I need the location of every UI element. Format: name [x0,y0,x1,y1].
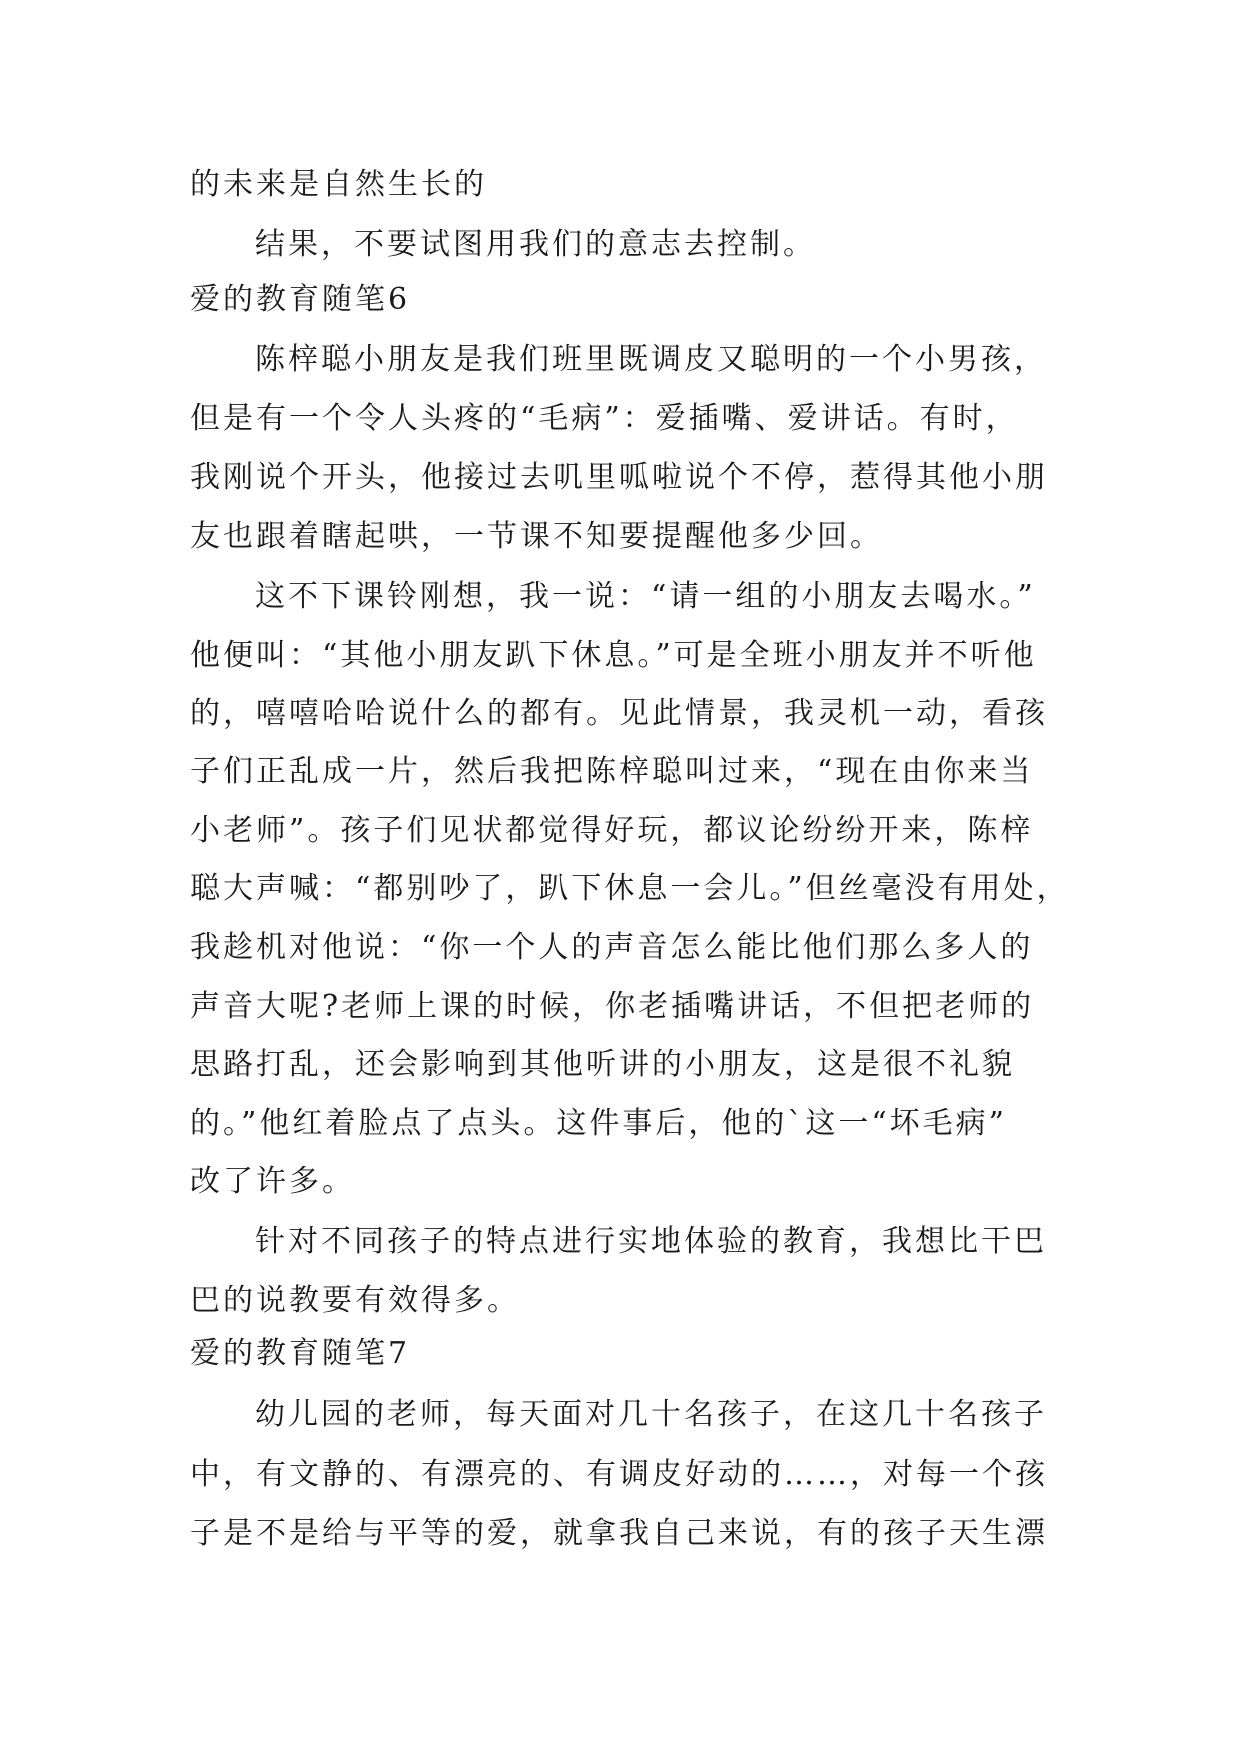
section-heading: 爱的教育随笔7 [190,1336,411,1371]
text-line: 的。”他红着脸点了点头。这件事后，他的`这一“坏毛病” [190,1106,1008,1141]
text-line: 巴的说教要有效得多。 [190,1283,520,1318]
text-line: 的未来是自然生长的 [190,167,487,202]
text-line: 改了许多。 [190,1164,355,1199]
text-line: 聪大声喊：“都别吵了，趴下休息一会儿。”但丝毫没有用处， [190,871,1070,906]
text-line: 结果，不要试图用我们的意志去控制。 [255,227,816,262]
text-line: 这不下课铃刚想，我一说：“请一组的小朋友去喝水。” [255,579,1036,614]
text-line: 陈梓聪小朋友是我们班里既调皮又聪明的一个小男孩， [255,342,1047,377]
text-line: 思路打乱，还会影响到其他听讲的小朋友，这是很不礼貌 [190,1047,1015,1082]
text-line: 的，嘻嘻哈哈说什么的都有。见此情景，我灵机一动，看孩 [190,696,1048,731]
text-line: 但是有一个令人头疼的“毛病”：爱插嘴、爱讲话。有时， [190,401,1019,436]
text-line: 声音大呢?老师上课的时候，你老插嘴讲话，不但把老师的 [190,989,1035,1024]
text-line: 小老师”。孩子们见状都觉得好玩，都议论纷纷开来，陈梓 [190,813,1034,848]
text-line: 中，有文静的、有漂亮的、有调皮好动的……，对每一个孩 [190,1457,1048,1492]
text-line: 子是不是给与平等的爱，就拿我自己来说，有的孩子天生漂 [190,1516,1048,1551]
text-line: 幼儿园的老师，每天面对几十名孩子，在这几十名孩子 [255,1397,1047,1432]
text-line: 我趁机对他说：“你一个人的声音怎么能比他们那么多人的 [190,930,1034,965]
text-line: 针对不同孩子的特点进行实地体验的教育，我想比干巴 [255,1224,1047,1259]
text-line: 他便叫：“其他小朋友趴下休息。”可是全班小朋友并不听他 [190,638,1037,673]
text-line: 友也跟着瞎起哄，一节课不知要提醒他多少回。 [190,519,883,554]
text-line: 子们正乱成一片，然后我把陈梓聪叫过来，“现在由你来当 [190,754,1034,789]
section-heading: 爱的教育随笔6 [190,282,411,317]
text-line: 我刚说个开头，他接过去叽里呱啦说个不停，惹得其他小朋 [190,460,1048,495]
